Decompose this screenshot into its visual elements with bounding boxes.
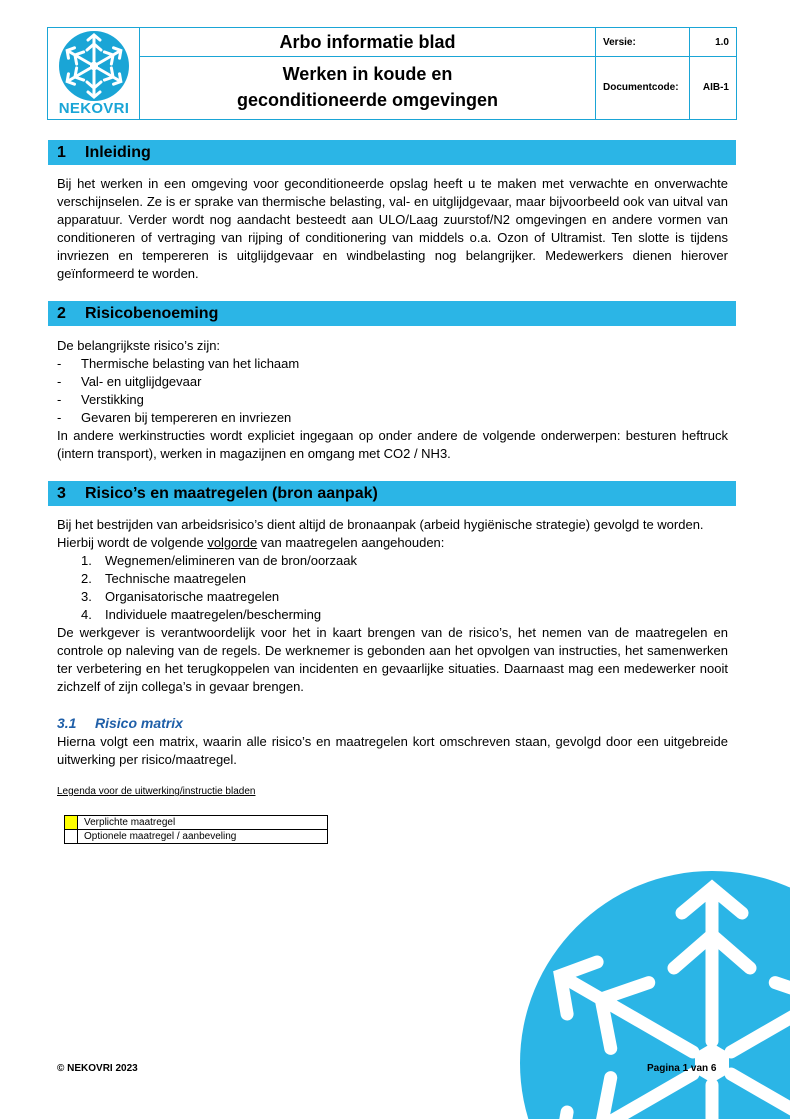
subsection-number: 3.1	[57, 715, 77, 731]
section-title: Inleiding	[85, 144, 151, 161]
section-title: Risicobenoeming	[85, 305, 219, 322]
intro-text-underlined: volgorde	[207, 535, 258, 550]
document-title: Arbo informatie blad	[140, 28, 596, 57]
step-number: 1.	[81, 553, 92, 568]
step-text: Wegnemen/elimineren van de bron/oorzaak	[105, 553, 357, 568]
section-1-text: Bij het werken in een omgeving voor geconditioneerde opslag heeft u te maken met verwachte en onverwachte verschijnselen. Ze is er sprake van thermische belasting, val- en uitglijdgevaar, maar bijvoorbeeld ook van uitval van apparatuur. Verder wordt nog aandacht besteedt aan ULO/Laag zuurstof/N2 omgevingen en andere vormen van conditioneren of vertraging van rijping of conditionering van middels o.a. Ozon of Ultramist. Ten slotte is tijdens invriezen en tempereren is uitglijdgevaar en windbelasting nog belangrijker. Medewerkers dienen hierover geïnformeerd te worden.	[57, 176, 728, 281]
legend-swatch-required	[65, 816, 78, 830]
list-item: Thermische belasting van het lichaam	[81, 356, 300, 371]
snowflake-logo-icon	[57, 30, 131, 102]
doccode-label: Documentcode:	[596, 57, 690, 119]
subsection-title: Risico matrix	[95, 715, 183, 731]
section-number: 3	[57, 485, 66, 502]
step-text: Individuele maatregelen/bescherming	[105, 607, 322, 622]
document-subtitle	[140, 57, 596, 119]
step-number: 4.	[81, 607, 92, 622]
list-bullet: -	[57, 392, 62, 407]
logo-text: NEKOVRI	[58, 100, 130, 117]
legend-row	[65, 830, 328, 844]
measures-intro-2	[57, 534, 444, 552]
section-heading-risicos-maatregelen	[48, 481, 736, 506]
doccode-value: AIB-1	[702, 82, 729, 93]
list-bullet: -	[57, 374, 62, 389]
legend-row	[65, 816, 328, 830]
legend-title: Legenda voor de uitwerking/instructie bladen	[57, 786, 256, 797]
subtitle-line-2: geconditioneerde omgevingen	[236, 90, 499, 110]
measures-outro: De werkgever is verantwoordelijk voor het in kaart brengen van de risico’s, het nemen van de maatregelen en controle op naleving van de regels. De werknemer is gebonden aan het opvolgen van instructies, het samenwerken ter verbetering en het terugkoppelen van incidenten en gevaarlijke situaties. Daarnaast mag een medewerker nooit zichzelf of zijn collega’s in gevaar brengen.	[57, 625, 728, 694]
risks-outro: In andere werkinstructies wordt expliciet ingegaan op onder andere de volgende onderwerpen: besturen heftruck (intern transport), werken in magazijnen en omgang met CO2 / NH3.	[57, 428, 728, 461]
legend-table	[64, 815, 328, 844]
step-text: Organisatorische maatregelen	[105, 589, 280, 604]
section-heading-risicobenoeming	[48, 301, 736, 326]
section-number: 1	[57, 144, 66, 161]
intro-text-pre: Hierbij wordt de volgende	[57, 535, 208, 550]
section-number: 2	[57, 305, 66, 322]
legend-label: Optionele maatregel / aanbeveling	[78, 830, 328, 844]
document-header	[47, 27, 737, 120]
footer-copyright: © NEKOVRI 2023	[57, 1063, 138, 1074]
step-number: 3.	[81, 589, 92, 604]
subtitle-line-1: Werken in koude en	[282, 64, 453, 84]
step-number: 2.	[81, 571, 92, 586]
legend-label: Verplichte maatregel	[78, 816, 328, 830]
section-heading-inleiding	[48, 140, 736, 165]
version-value: 1.0	[690, 28, 736, 57]
list-item: Verstikking	[81, 392, 144, 407]
list-bullet: -	[57, 410, 62, 425]
logo	[48, 28, 140, 119]
step-text: Technische maatregelen	[105, 571, 246, 586]
list-bullet: -	[57, 356, 62, 371]
list-item: Gevaren bij tempereren en invriezen	[81, 410, 292, 425]
list-item: Val- en uitglijdgevaar	[81, 374, 202, 389]
measures-intro-1: Bij het bestrijden van arbeidsrisico’s dient altijd de bronaanpak (arbeid hygiënische strategie) gevolgd te worden.	[57, 517, 704, 532]
footer-page-number: Pagina 1 van 6	[647, 1063, 717, 1074]
legend-swatch-optional	[65, 830, 78, 844]
intro-text-post: van maatregelen aangehouden:	[257, 535, 445, 550]
risk-matrix-text: Hierna volgt een matrix, waarin alle risico’s en maatregelen kort omschreven staan, gevolgd door een uitgebreide uitwerking per risico/maatregel.	[57, 734, 728, 767]
subsection-heading-risico-matrix	[57, 714, 183, 732]
risks-intro: De belangrijkste risico’s zijn:	[57, 338, 221, 353]
version-label: Versie:	[596, 28, 690, 57]
section-title: Risico’s en maatregelen (bron aanpak)	[85, 485, 378, 502]
